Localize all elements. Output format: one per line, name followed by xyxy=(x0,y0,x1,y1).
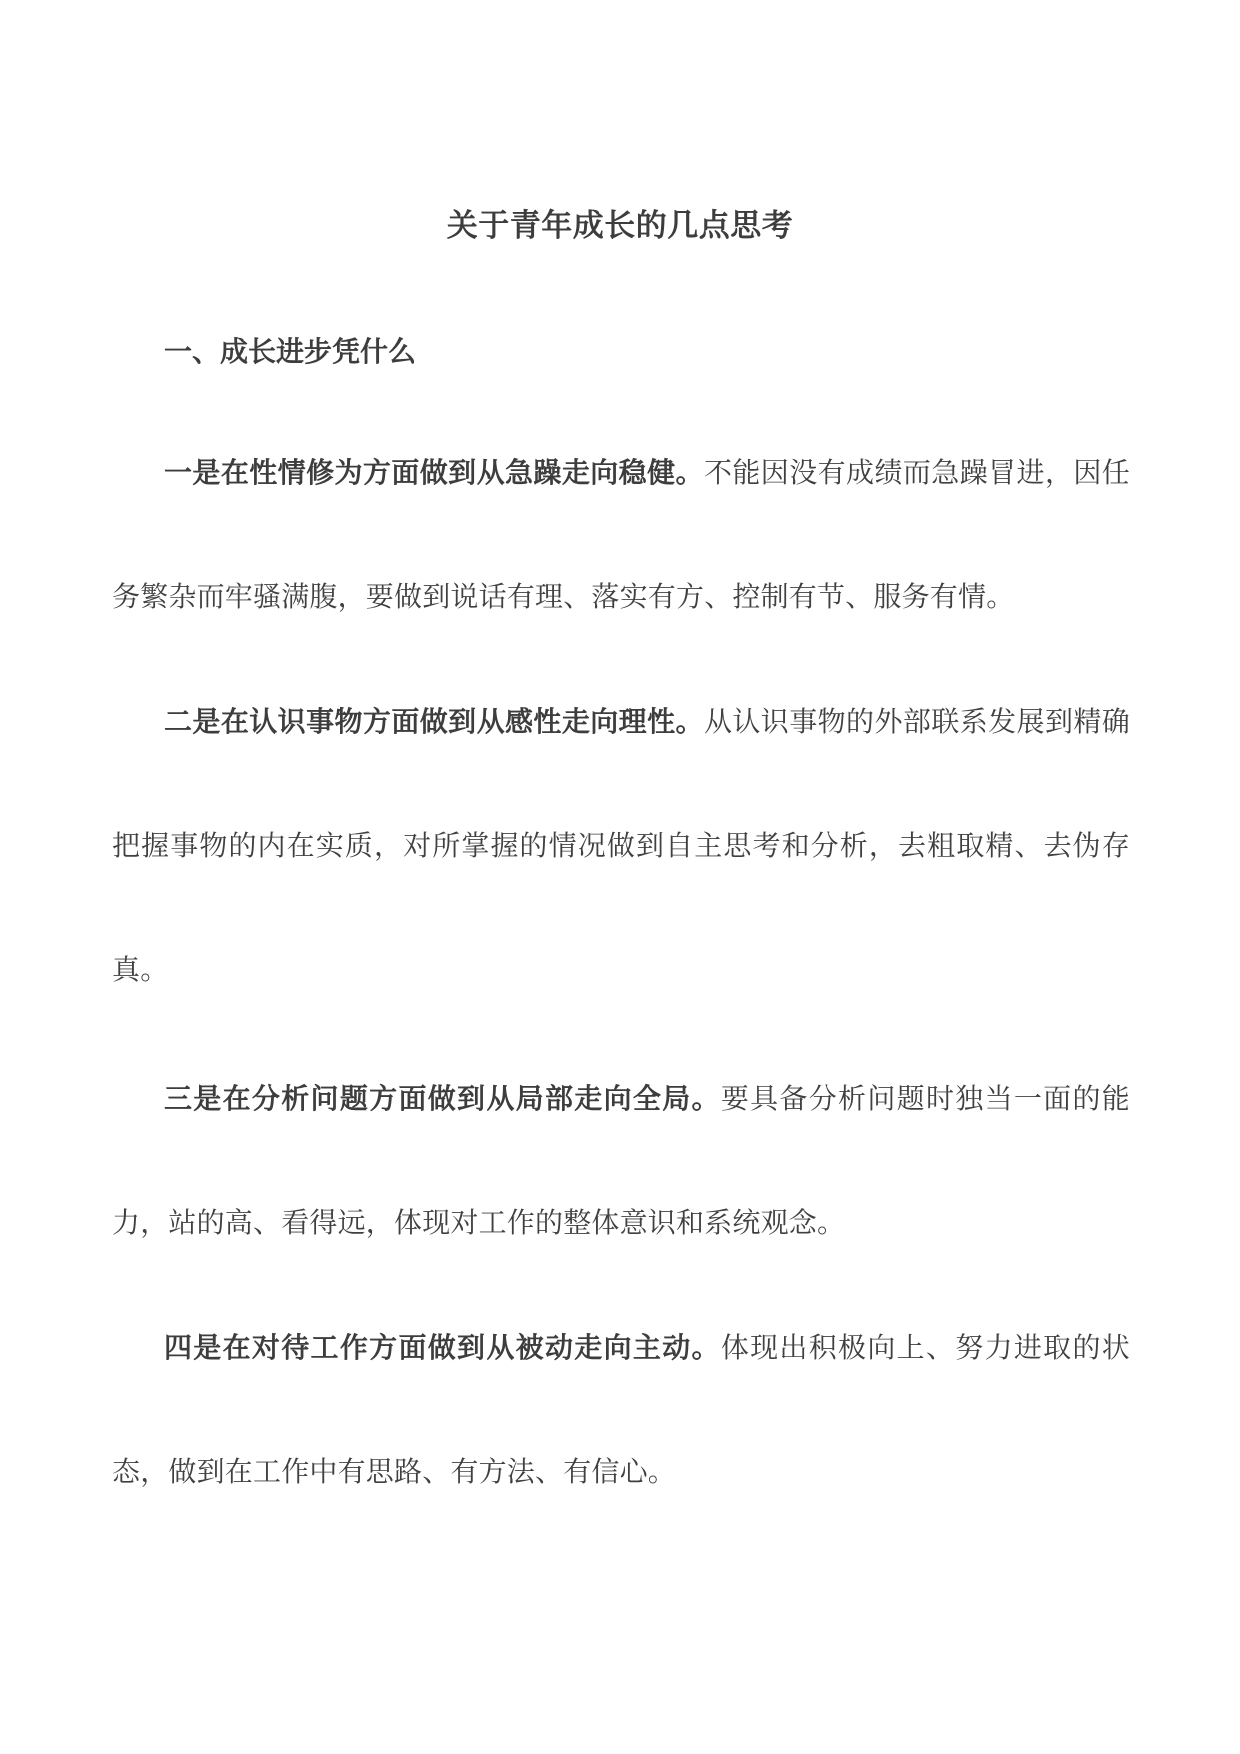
paragraph-2-body: 从认识事物的外部联系发展到精确把握事物的内在实质，对所掌握的情况做到自主思考和分析，去粗取精、去伪存真。 xyxy=(112,705,1130,986)
section-heading: 一、成长进步凭什么 xyxy=(164,335,417,368)
paragraph-3 xyxy=(112,1037,1130,1285)
paragraph-2 xyxy=(112,660,1130,1032)
paragraph-1 xyxy=(112,411,1130,659)
paragraph-2-lead: 二是在认识事物方面做到从感性走向理性。 xyxy=(164,705,704,738)
document-title: 关于青年成长的几点思考 xyxy=(446,208,794,244)
paragraph-1-body: 不能因没有成绩而急躁冒进，因任务繁杂而牢骚满腹，要做到说话有理、落实有方、控制有节、服务有情。 xyxy=(112,456,1130,613)
paragraph-4-lead: 四是在对待工作方面做到从被动走向主动。 xyxy=(164,1331,721,1364)
paragraph-1-lead: 一是在性情修为方面做到从急躁走向稳健。 xyxy=(164,456,704,489)
paragraph-4 xyxy=(112,1286,1130,1534)
paragraph-4-body: 体现出积极向上、努力进取的状态，做到在工作中有思路、有方法、有信心。 xyxy=(112,1331,1130,1488)
paragraph-3-lead: 三是在分析问题方面做到从局部走向全局。 xyxy=(164,1082,721,1115)
paragraph-3-body: 要具备分析问题时独当一面的能力，站的高、看得远，体现对工作的整体意识和系统观念。 xyxy=(112,1082,1130,1239)
